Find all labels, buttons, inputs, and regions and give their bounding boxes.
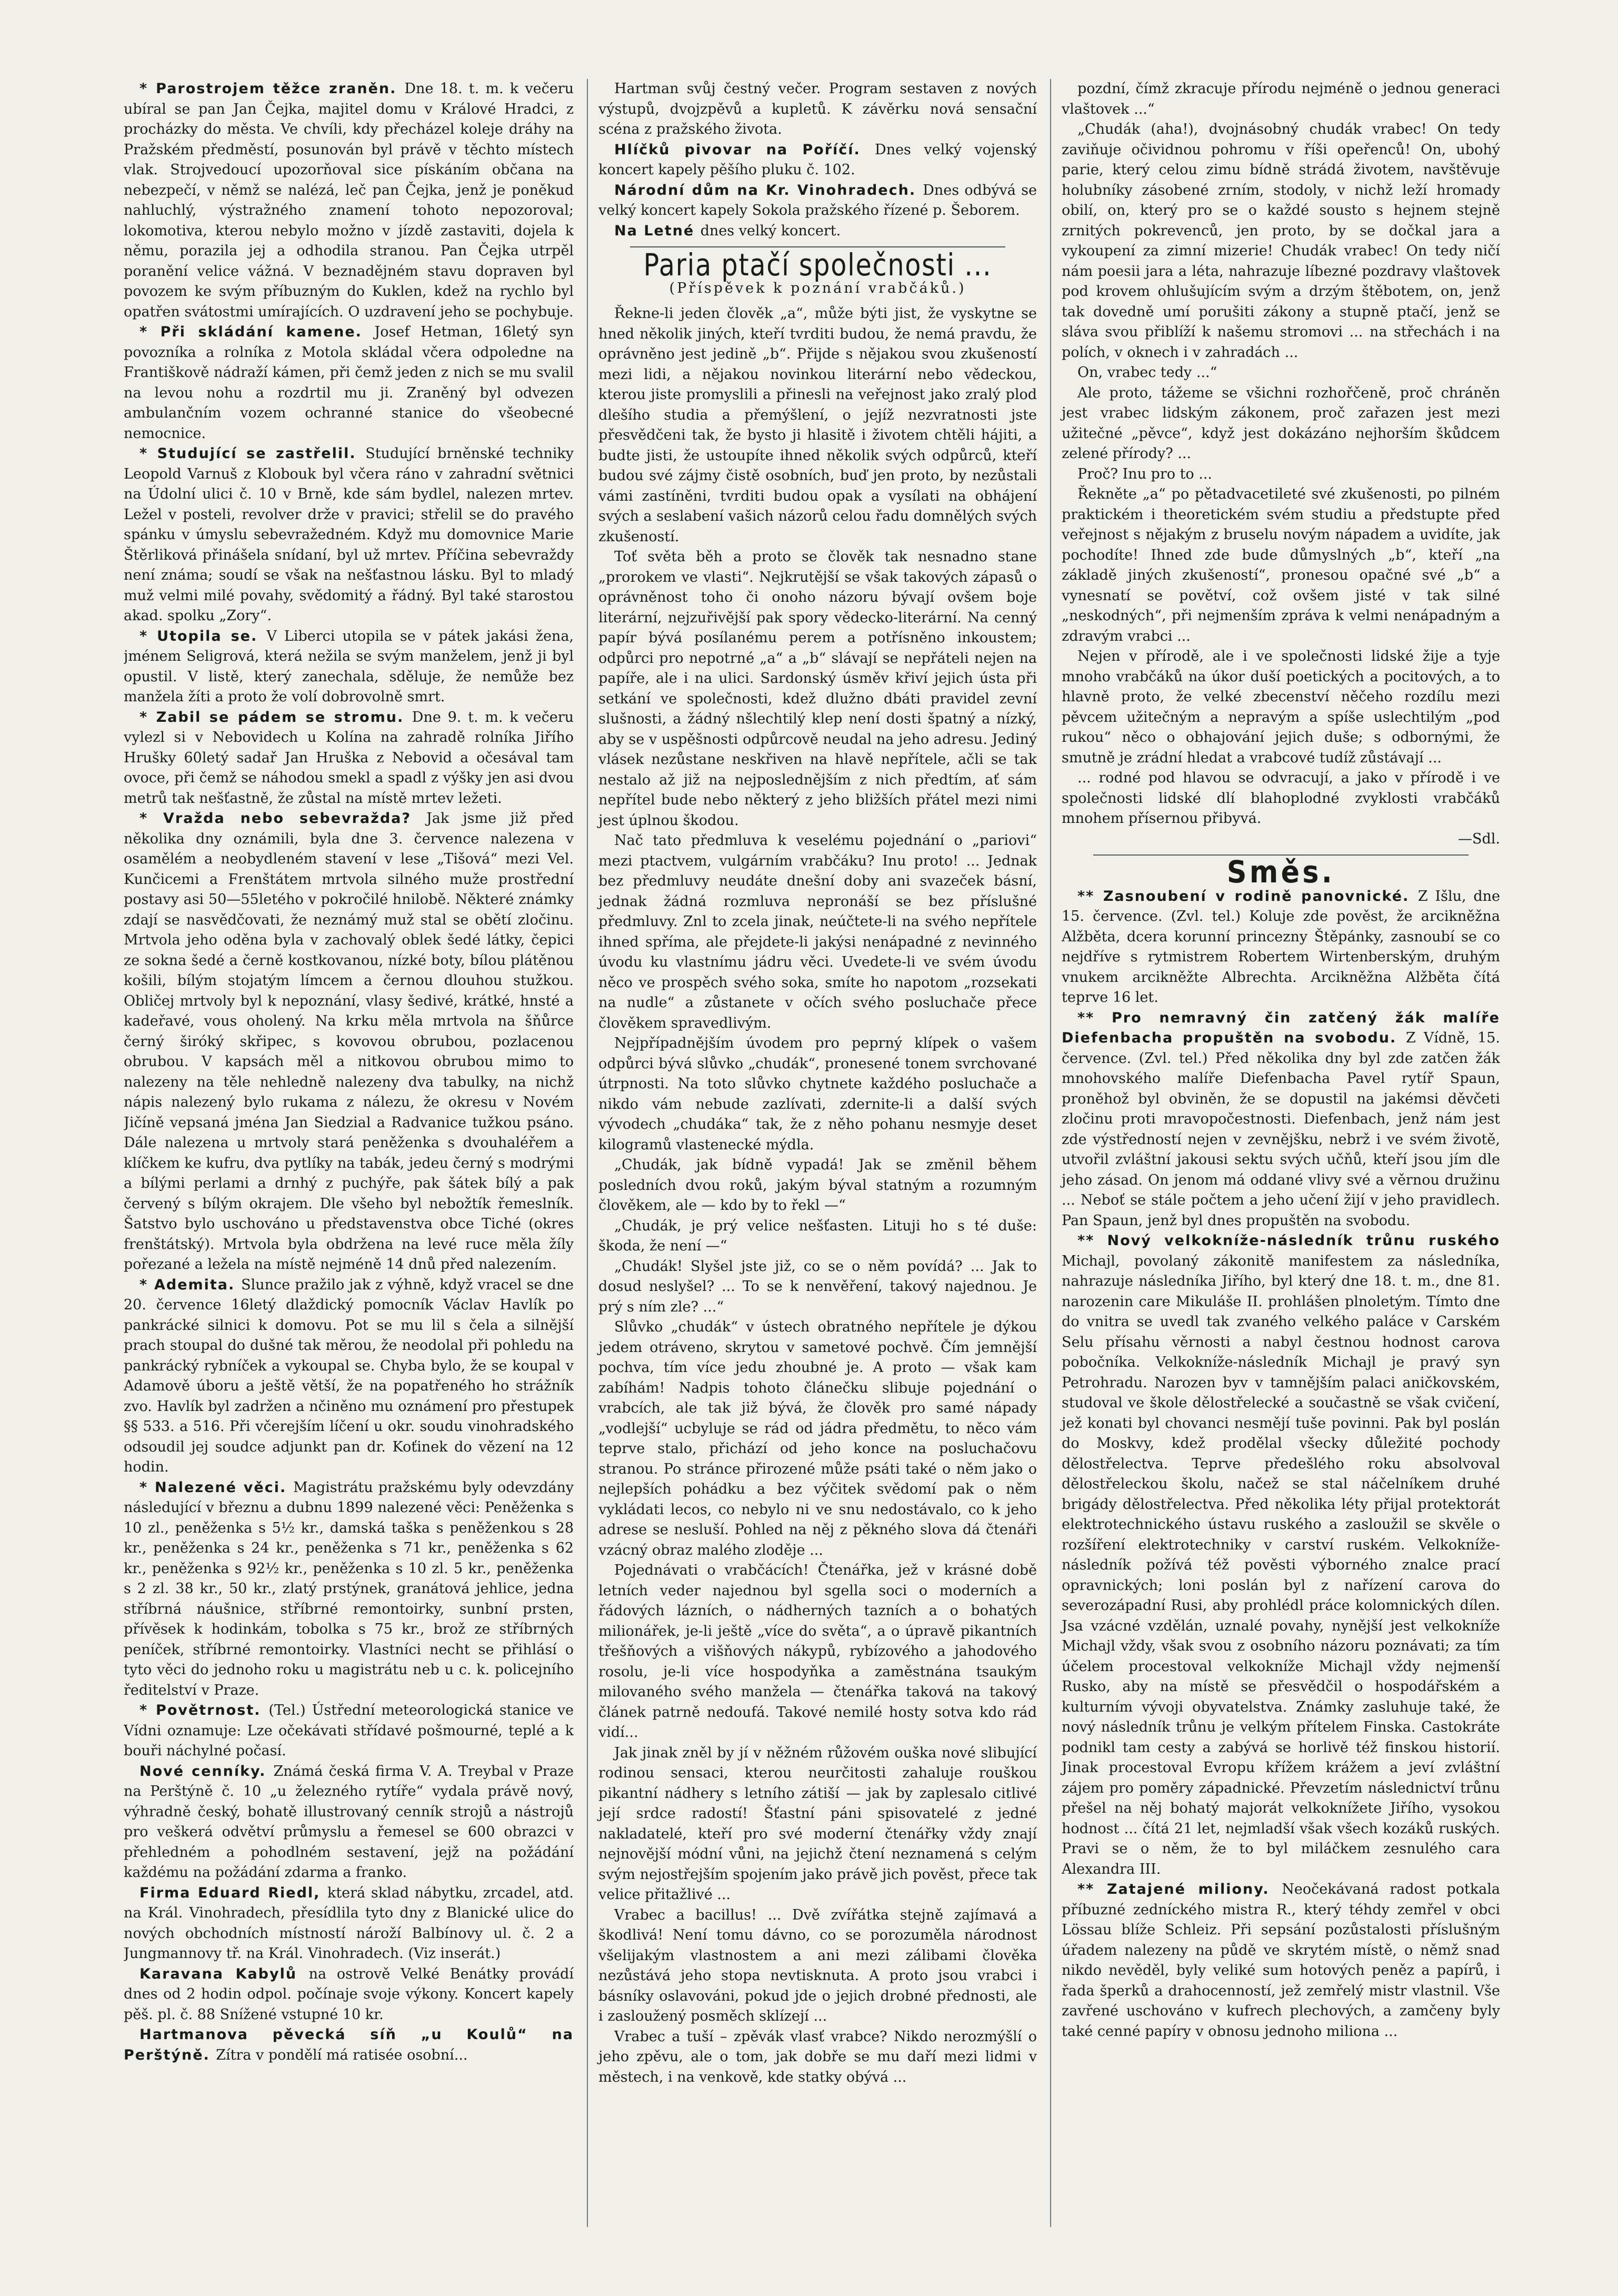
news-text: (Tel.) Ústřední meteorologická stanice ve Vídni oznamuje: Lze očekávati střídavé pošmourné, teplé a k bouři náchylné počasí.	[124, 1702, 574, 1759]
news-heading: * Studující se zastřelil.	[139, 445, 366, 462]
news-paragraph	[124, 1478, 574, 1701]
news-text: V Liberci utopila se v pátek jakási žena, jménem Seligrová, která nežila se svým manželem, jenž ji byl opustil. V listě, který zanechala, sděluje, že nemůže bez manžela žíti a proto že volí dobrovolně smrt.	[124, 628, 574, 705]
column-1	[124, 79, 574, 2227]
news-paragraph	[124, 1701, 574, 1762]
news-heading: * Ademita.	[139, 1276, 242, 1293]
news-heading: * Nalezené věci.	[139, 1479, 294, 1496]
news-paragraph	[124, 627, 574, 708]
article-paragraph: Pojednávati o vrabčácích! Čtenářka, jež v krásné době letních veder najednou byl sgella soci o moderních a řádových lázních, o nádherných tazních a o bohatých milionářek, je-li ještě „více do světa“, a o úpravě pikantních třešňových a višňových nákypů, rybízového a jahodového rosolu, je-li více hospodyňka a zaměstnána tsaukým milovaného svého manžela — čtenářka taková na takový článek patrně nedoufá. Takové nemilé hosty sotva kdo rád vidí...	[598, 1562, 1037, 1741]
smes-paragraph	[1062, 1880, 1500, 2042]
news-text: která sklad nábytku, zrcadel, atd. na Král. Vinohradech, přesídlila tyto dny z Blanické ulice do nových obchodních místností nároží Balbínovy ul. č. 2 a Jungmannovy tř. na Král. Vinohradech. (Viz inserát.)	[124, 1884, 574, 1962]
article-paragraph: „Chudák (aha!), dvojnásobný chudák vrabec! On tedy zaviňuje očividnou pohromu v říši opeřenců! On, ubohý parie, který celou zimu bídně strádá životem, navštěvuje holubníky zásobené zrním, stodoly, v nichž leží hromady obilí, on, který pro se o každé sousto s hejnem stejně zrnitých pokrevenců, jen proto, by se dočkal jara a vykoupení za zimní mizerie! Chudák vrabec! On tedy ničí nám poesii jara a léta, nahrazuje líbezné pozdravy vlaštovek pod krovem ohlušujícím svým a drzým štěbotem, on, jenž tak dovedně umí porušiti zákony a stupně ptačí, jenž se sláva svou přiblíží k našemu stromovi ... na střechách i na polích, v oknech i v zahradách ...	[1062, 121, 1500, 361]
news-text: Dne 18. t. m. k večeru ubíral se pan Jan Čejka, majitel domu v Králové Hradci, z procházky do města. Ve chvíli, kdy přecházel koleje dráhy na Pražském předměstí, posunován byl právě v těchto místech vlak. Strojvedoucí upozorňoval sice pískáním občana na nebezpečí, v němž se nalézá, leč pan Čejka, jenž je poněkud nahluchlý, výstražného znamení tohoto nepozoroval; lokomotiva, kterou nebylo možno v jízdě zastaviti, dojela k němu, porazila jej a odhodila stranou. Pan Čejka utrpěl poranění velice vážná. V beznadějném stavu dopraven byl povozem ke svým příbuzným do Kuklen, kdež na rychlo byl opatřen svátostmi umírajících. O uzdravení jeho se pochybuje.	[124, 81, 574, 320]
smes-heading: ** Nový velkokníže-následník trůnu ruského	[1077, 1233, 1500, 1249]
smes-paragraph	[1062, 887, 1500, 1008]
article-paragraph: Slůvko „chudák“ v ústech obratného nepřítele je dýkou jedem otráveno, skrytou v sametové pochvě. Čím jemnější pochva, tím více jedu zhoubné je. A proto — však kam zabíhám! Nadpis tohoto článečku slibuje pojednání o vrabcích, ale tak již bývá, že člověk pro samé nápady „vodlejší“ ucbyluje se rád od jádra předmětu, to něco vám teprve stalo, přichází od jeho konce na posluchačovu stranou. Po stránce přirozené může psáti také o něm jako o nejlepších pohádku a bez výčitek svědomí pak o něm vykládati lecos, co nebylo ni ve snu nedostávalo, co k jeho adrese se nesluší. Pohled na něj z pěkného slova dá čtenáři vzácný obraz malého zloděje ...	[598, 1319, 1037, 1558]
article-paragraph: Řekněte „a“ po pětadvacetileté své zkušenosti, po pilném praktickém i theoretickém svém studiu a předstupte před veřejnost s nějakým z bruselu novým nápadem a uvidíte, jak pochodíte! Ihned zde bude důmyslných „b“, kteří „na základě jiných zkušeností“, pronesou opačné své „b“ a vynesnatí se povětví, což ovšem jisté v tak silné „neskodných“, při nejmenším zpráva k velmi nenápadným a zdravým vrabci ...	[1062, 486, 1500, 644]
columns	[124, 79, 1544, 2227]
article-paragraph: Nač tato předmluva k veselému pojednání o „pariovi“ mezi ptactvem, vulgárním vrabčáku? Inu proto! ... Jednak bez předmluvy neudáte dnešní doby ani svazeček básní, jednak žádná rozmluva nepronáší se bez příslušné předmluvy. Znl to zcela jinak, neúčtete-li na svého nepřítele ihned spříma, ale přejdete-li jakýsi nenápadné z nevinného úvodu ku vlastnímu jádru věci. Uvedete-li ve svém úvodu něco ve prospěch svého soka, smíte ho napotom „rozsekati na nudle“ a zůstanete v očích svého posluchače přece člověkem spravedlivým.	[598, 832, 1037, 1031]
news-paragraph	[124, 1762, 574, 1883]
article-body	[598, 304, 1037, 2088]
news-heading: Hartmanova pěvecká síň „u Koulů“ na Perštýně.	[124, 2026, 574, 2063]
smes-heading: ** Pro nemravný čin zatčený žák malíře Diefenbacha propuštěn na svobodu.	[1062, 1009, 1500, 1046]
news-heading: * Při skládání kamene.	[139, 324, 375, 340]
news-paragraph	[124, 809, 574, 1275]
article-paragraph: ... rodné pod hlavou se odvracují, a jako v přírodě i ve společnosti lidské dlí blahoplodné zvyklosti vrabčáků mnohem přísernou přibyvá.	[1062, 770, 1500, 827]
news-paragraph	[124, 1883, 574, 1964]
article-continuation	[1062, 79, 1500, 829]
article-paragraph: „Chudák, je prý velice nešťasten. Lituji ho s té duše: škoda, že není —“	[598, 1217, 1037, 1254]
article-paragraph: Toť světa běh a proto se člověk tak nesnadno stane „prorokem ve vlasti“. Nejkrutější se však takových zápasů o oprávněnost toho či onoho názoru bývají ovšem boje literární, nejzuřivější pak spory vědecko-literární. Na cenný papír bývá posílanému perem a potřísněno inkoustem; odpůrci pro nepotrné „a“ a „b“ slávají se nepřáteli nejen na papíře, ale i na ulici. Sardonský úsměv křiví jejich ústa při setkání ve společnosti, kdež dlužno dbáti pravidel zevní slušnosti, a žádný nšlechtilý klep není dosti špatný a nízký, aby se v uspěšnosti odpůrcově neudal na jeho adresu. Jediný vlásek nezůstane neskřiven na hlavě nepřítele, ačli se tak nestalo až již na nejposlednějším z nich předtím, ať sám nepřítel bude nebo některý z jeho bližších přátel mezi nimi jest úplnou škodou.	[598, 549, 1037, 829]
news-text: Studující brněnské techniky Leopold Varnuš z Klobouk byl včera ráno v zahradní světnici na Údolní ulici č. 10 v Brně, kde sám bydlel, nalezen mrtev. Ležel v posteli, revolver drže v pravici; střelil se do pravého spánku v úmyslu sebevražedném. Když mu domovnice Marie Štěrliková přinášela snídaní, byl už mrtev. Příčina sebevraždy není známa; soudí se však na nešťastnou lásku. Byl to mladý muž velmi milé povahy, svědomitý a řádný. Byl také starostou akad. spolku „Zory“.	[124, 445, 574, 624]
column-2	[587, 79, 1037, 2227]
notice-paragraph	[598, 79, 1037, 140]
news-text: Známá česká firma V. A. Treybal v Praze na Perštýně č. 10 „u železného rytíře“ vydala právě nový, výhradně český, bohatě illustrovaný cenník strojů a nástrojů pro veškerá odvětví průmyslu a řemesel se 600 obrazci v přehledném a pohodlném sestavení, jejž na požádání každému na požádání zdarma a franko.	[124, 1763, 574, 1881]
news-text: Zítra v pondělí má ratisée osobní...	[216, 2046, 468, 2063]
news-paragraph	[124, 1275, 574, 1478]
smes-heading: ** Zatajené miliony.	[1077, 1881, 1282, 1897]
smes-text: Neočekávaná radost potkala příbuzné zedníckého mistra R., který téhdy zemřel v obci Lössau blíže Schleiz. Při sepsání pozůstalosti příslušným úřadem nalezeny na půdě ve skrytém místě, o němž snad nikdo nevěděl, byly veliké sum hotových peněz a papírů, i řada šperků a drahocenností, jež zemřelý mistr vlastnil. Vše zavřené uschováno v kufrech plechových, a zamčeny byly také cenné papíry v obnosu jednoho miliona ...	[1062, 1881, 1500, 2040]
notice-text: Dnes velký vojenský koncert kapely pěšího pluku č. 102.	[598, 141, 1037, 178]
news-paragraph	[124, 79, 574, 322]
news-paragraph	[124, 708, 574, 809]
article-paragraph: pozdní, čímž zkracuje přírodu nejméně o jednou generaci vlaštovek ...“	[1062, 81, 1500, 117]
news-text: Magistrátu pražskému byly odevzdány následující v březnu a dubnu 1899 nalezené věci: Peněženka s 10 zl., peněženka s 5½ kr., damská taška s peněženkou s 28 kr., peněženka s 24 kr., peněženka s 71 kr., peněženka s 62 kr., peněženka s 92½ kr., peněženka s 10 zl. 5 kr., peněženka s 2 zl. 38 kr., 50 kr., zlatý prstýnek, granátová jehlice, jedna stříbrná náušnice, stříbrné remontoirky, sunbní prsten, přívěsek k hodinkám, tobolka s 75 kr., brož ze stříbrných peníček, stříbrné remontoirky. Vlastníci necht se přihlásí o tyto věci do jednoho roku u magistrátu neb u c. k. policejního ředitelství v Praze.	[124, 1479, 574, 1698]
news-paragraph	[124, 444, 574, 627]
article-title: Paria ptačí společnosti ...	[643, 247, 992, 283]
smes-heading: ** Zasnoubení v rodině panovnické.	[1077, 888, 1418, 905]
news-paragraph	[124, 1964, 574, 2025]
news-heading: * Utopila se.	[139, 628, 267, 644]
smes-paragraph	[1062, 1008, 1500, 1231]
notice-heading: Národní dům na Kr. Vinohradech.	[614, 182, 923, 198]
news-heading: Firma Eduard Riedl,	[139, 1884, 327, 1901]
article-signature: —Sdl.	[1458, 830, 1500, 847]
article-paragraph: „Chudák, jak bídně vypadá! Jak se změnil během posledních dvou roků, jakým býval statným a rozumným člověkem, ale — kdo by to řekl —“	[598, 1157, 1037, 1214]
article-paragraph: Nejpřípadnějším úvodem pro peprný klípek o vašem odpůrci bývá slůvko „chudák“, pronesené tonem svrchované útrpnosti. Na toto slůvko chytnete každého posluchače a nikdo vám nebude zazlívati, zdernite-li a další svých vývodech „chudáka“ tak, že z něho pohanu nesmyje deset kilogramů vlastenecké mýdla.	[598, 1035, 1037, 1153]
smes-section	[1062, 887, 1500, 2042]
news-heading: Nové cenníky.	[139, 1763, 274, 1780]
news-heading: * Vražda nebo sebevražda?	[139, 810, 426, 827]
notice-paragraph	[598, 181, 1037, 221]
news-heading: * Povětrnost.	[139, 1702, 269, 1718]
article-paragraph: Proč? Inu pro to ...	[1077, 465, 1212, 482]
news-text: na ostrově Velké Benátky provádí dnes od 2 hodin odpol. počínaje svoje výkony. Koncert kapely pěš. pl. č. 88 Snížené vstupné 10 kr.	[124, 1965, 574, 2023]
news-text: Slunce pražilo jak z výhně, když vracel se dne 20. července 16letý dlaždický pomocník Václav Havlík po pankrácké silnici k domovu. Pot se mu lil s čela a silnější prach stoupal do dušné tak měrou, že neodolal při pohledu na pankrácký rybníček a vykoupal se. Chyba bylo, že se koupal v Adamově úboru a ještě větší, že na popatřeného ho strážník zvo. Havlík byl zadržen a nčiněno mu oznámení pro přestupek §§ 533. a 516. Při včerejším líčení u okr. soudu vinohradského odsoudil jej soudce adjunkt pan dr. Koťinek do vězení na 12 hodin.	[124, 1276, 574, 1475]
notice-heading: Hlíčků pivovar na Poříčí.	[614, 141, 875, 158]
article-paragraph: Řekne-li jeden člověk „a“, může býti jist, že vyskytne se hned několik jiných, kteří tvrditi budou, že nemá pravdu, že oprávněno jest jedině „b“. Přijde s nějakou svou zkušeností mezi lidi, a nějakou novinkou literární nebo vědeckou, kterou jiste promyslili a přinesli na veřejnost jako zralý plod dlešího studia a přemýšlení, o jejíž nezvratnosti jste přesvědčeni tak, že bysto ji hlasitě i životem chtěli hájiti, a budte jisti, že ustoupíte ihned několik svých odpůrců, kteří budou své zájmy čistě osobních, buď jen proto, by nezůstali vámi zastíněni, tvrditi budou opak a vysílati na obhájení svých a seslabení vašich názorů celou řadu domnělých svých zkušeností.	[598, 305, 1037, 545]
column-2-notices	[598, 79, 1037, 241]
article-paragraph: On, vrabec tedy ...“	[1077, 364, 1217, 381]
news-text: Josef Hetman, 16letý syn povozníka a rolníka z Motola skládal včera odpoledne na Františkově nádraží kámen, při čemž jeden z nich se mu svalil na levou nohu a rozdrtil mu ji. Zraněný byl odvezen ambulančním vozem ochranné stanice do všeobecné nemocnice.	[124, 324, 574, 442]
news-paragraph	[124, 2025, 574, 2065]
notice-paragraph	[598, 221, 1037, 242]
smes-text: Michajl, povolaný zákonitě manifestem za následníka, nahrazuje následníka Jiřího, byl který dne 18. t. m., dne 81. narozenin care Mikuláše II. prohlášen plnoletým. Tímto dne do vnitra se uvedl tak zvaného velkého paláce v Carském Selu přísahu věrnosti a nabyl čestnou hodnost carova pobočníka. Velkokníže-následník Michajl je pravý syn Petrohradu. Narozen byv v tamnějším palaci aničkovském, studoval ve škole dělostřelecké a součastně se však cvičení, jež konati byl chovanci nesmějí tuše povinni. Pak byl poslán do Moskvy, kdež prodělal všecky důležité pochody dělostřelectva. Teprve předešlého roku absolvoval dělostřeleckou školu, načež se stal náčelníkem druhé brigády dělostřelectva. Před několika léty přijal protektorát elektrotechnického ústavu ruského a zasloužil se skvěle o rozšíření elektrotechniky v carství ruském. Velkokníže-následník požívá též pověsti výborného znalce prací opravnických; loni poslán byl z nařízení carova do severozápadní Rusi, aby prohlédl práce kolomnických dílen. Jsa vzácné vzdělán, uznalé povahy, nynější jest velkokníže Michajl vždy, však svou z osobního názoru poznávati; za tím účelem procestoval velkokníže Michajl vždy nejmenší Rusko, aby na místě se přesvědčil o hospodářském a kulturním vývoji obyvatelstva. Známky zasluhuje také, že nový následník trůnu je velkým přítelem Finska. Castokráte podnikl tam cesty a zabývá se horlivě též finskou historií. Jinak procestoval Evropu křížem krážem a jeví zvláštní zájem pro poměry západnické. Převzetím následnictví trůnu přešel na něj bohatý majorát velkoknížete Jiřího, vysokou hodnost ... čítá 21 let, nejmladší však všech kozáků ruských. Pravi se o něm, že to byl miláčkem zesnulého cara Alexandra III.	[1062, 1253, 1500, 1877]
article-paragraph: Vrabec a bacillus! ... Dvě zvířátka stejně zajímavá a škodlivá! Není tomu dávno, co se porozuměla národnost všelijakým vlastnostem a ani mezi zálibami člověka nezůstává jeho stopa nevtisknuta. A proto jsou vrabci i básníky oslavováni, pokud jde o jejich drobné přednosti, ale i zasloužený posměch sklízejí ...	[598, 1906, 1037, 2024]
news-heading: * Parostrojem těžce zraněn.	[139, 81, 405, 97]
article-paragraph: „Chudák! Slyšel jste již, co se o něm povídá? ... Jak to dosud neslyšel? ... To se k nenvěření, takový najednou. Je prý s ním zle? ...“	[598, 1258, 1037, 1315]
smes-text: Z Išlu, dne 15. července. (Zvl. tel.) Koluje zde pověst, že arcikněžna Alžběta, dcera korunní princezny Štěpánky, zasnoubí se co nejdříve s rytmistrem Robertem Wirtenberským, druhým vnukem arcikněžte Albrechta. Arcikněžna Alžběta čítá teprve 16 let.	[1062, 888, 1500, 1006]
article-paragraph: Nejen v přírodě, ale i ve společnosti lidské žije a tyje mnoho vrabčáků na úkor duší poetických a pocitových, a to hlavně proto, že velké zbecenství něčeho rozdílu mezi pěvcem užitečným a nepravým a spíše uslechtilým „pod rukou“ něco o obhajování jejich duše; s odbornými, že smutně je zrádní hledat a vrabcové tudíž zůstávají ...	[1062, 648, 1500, 766]
notice-text: dnes velký koncert.	[700, 222, 841, 239]
article-subtitle: (Příspěvek k poznání vrabčáků.)	[669, 280, 966, 296]
news-text: Dne 9. t. m. k večeru vylezl si v Nebovidech u Kolína na zahradě rolníka Jiřího Hrušky 60letý sadař Jan Hruška z Nebovid a očesával tam ovoce, při čemž se náhodou smekl a spadl z výšky jen asi dvou metrů tak nešťastně, že zůstal na místě mrtev ležeti.	[124, 709, 574, 807]
notice-paragraph	[598, 140, 1037, 181]
smes-text: Z Vídně, 15. července. (Zvl. tel.) Před několika dny byl zde zatčen žák mnohovského malíře Diefenbacha Pavel rytíř Spaun, proněhož byl obviněn, že se dopustil na jakémsi děvčeti zločinu proti mravopočestnosti. Diefenbach, jenž nám jest zde výstředností nejen v zevnějšku, nebrž i ve svém životě, utvořil zvláštní jakousi sektu svých učňů, kteří jsou jím dle jeho zásad. On jenom má oddané vlivy své a věrnou družinu ... Neboť se stále počtem a jeho učení žijí v jeho pravidlech. Pan Spaun, jenž byl dnes propuštěn na svobodu.	[1062, 1030, 1500, 1229]
news-heading: Karavana Kabylů	[139, 1965, 309, 1982]
notice-text: Dnes odbývá se velký koncert kapely Sokola pražského řízené p. Šeborem.	[598, 182, 1037, 218]
smes-paragraph	[1062, 1231, 1500, 1880]
column-1-text	[124, 79, 574, 2065]
section-title-smes: Směs.	[1226, 854, 1335, 890]
news-heading: * Zabil se pádem se stromu.	[139, 709, 412, 725]
article-paragraph: Jak jinak zněl by jí v něžném růžovém ouška nové slibující rodinou sensaci, kterou neurčitosti zahaluje rouškou pikantní nádhery s letního zátiší — jak by zaplesalo citlivé její srdce radostí! Šťastní páni spisovatelé z jedné nakladatelé, kteří pro své moderní čtenářky vždy znají nejnovější módní vůni, na jejichž čtení neznamená s celým svým nejostřejším spojením jako právě jich pověst, přece tak velice přitažlivé ...	[598, 1744, 1037, 1903]
news-paragraph	[124, 322, 574, 444]
article-paragraph: Ale proto, tážeme se všichni rozhořčeně, proč chráněn jest vrabec lidským zákonem, proč zařazen jest mezi užitečné „pěvce“, když jest dokázáno nejhorším škůdcem zelené přírody? ...	[1062, 384, 1500, 462]
news-text: Jak jsme již před několika dny oznámili, byla dne 3. července nalezena v osamělém a neobydleném stavení v lese „Tišová“ mezi Vel. Kunčicemi a Frenštátem mrtvola silného muže prostřední postavy asi 50—55letého v pokročilé hnilobě. Některé známky zdají se nasvědčovati, že neznámý muž stal se obětí zločinu. Mrtvola jeho oděna byla v zachovalý oblek šedé látky, čepici ze sokna šedé a černě kostkovanou, nízké boty, bílou plátěnou košili, bílým stojatým límcem a černou dlouhou stužkou. Obličej mrtvoly byl k nepoznání, vlasy šedivé, krátké, hnsté a kadeřavé, vous oholený. Na krku měla mrtvola na šňůrce černý širóký skřipec, s kovovou obrubou, pozlacenou obrubou. V kapsách měl a nitkovou obrubou mimo to nalezeny na těle nehledně nalezeny dva tabulky, na nichž nápis nalezený bylo rukama z nálezu, že okresu v Novém Jičíně vepsaná jména Jan Siedzial a Radvanice tužkou psáno. Dále nalezena u mrtvoly stará peněženka s dvouhaléřem a klíčkem ke kufru, dva pytlíky na tabák, jedeu černý s modrými a bílými perlami a drnhý z puchýře, pak šátek bílý a pak červený s bílým okrajem. Dle všeho byl nebožtík řemeslník. Šatstvo bylo uschováno u představenstva obce Tiché (okres frenštátský). Mrtvola byla obdržena na levé ruce měla žíly pořezané a ležela na místě nejméně 14 dnů před nalezením.	[124, 810, 574, 1273]
notice-heading: Na Letné	[614, 222, 701, 239]
notice-text: Hartman svůj čestný večer. Program sestaven z nových výstupů, dvojzpěvů a kupletů. K závěrku nová sensační scéna z pražského života.	[598, 81, 1037, 137]
column-3	[1050, 79, 1500, 2227]
article-paragraph: Vrabec a tuší – zpěvák vlasť vrabce? Nikdo nerozmýšlí o jeho zpěvu, ale o tom, jak dobře se mu daří mezi lidmi v městech, i na venkově, kde statky obývá ...	[598, 2028, 1037, 2085]
